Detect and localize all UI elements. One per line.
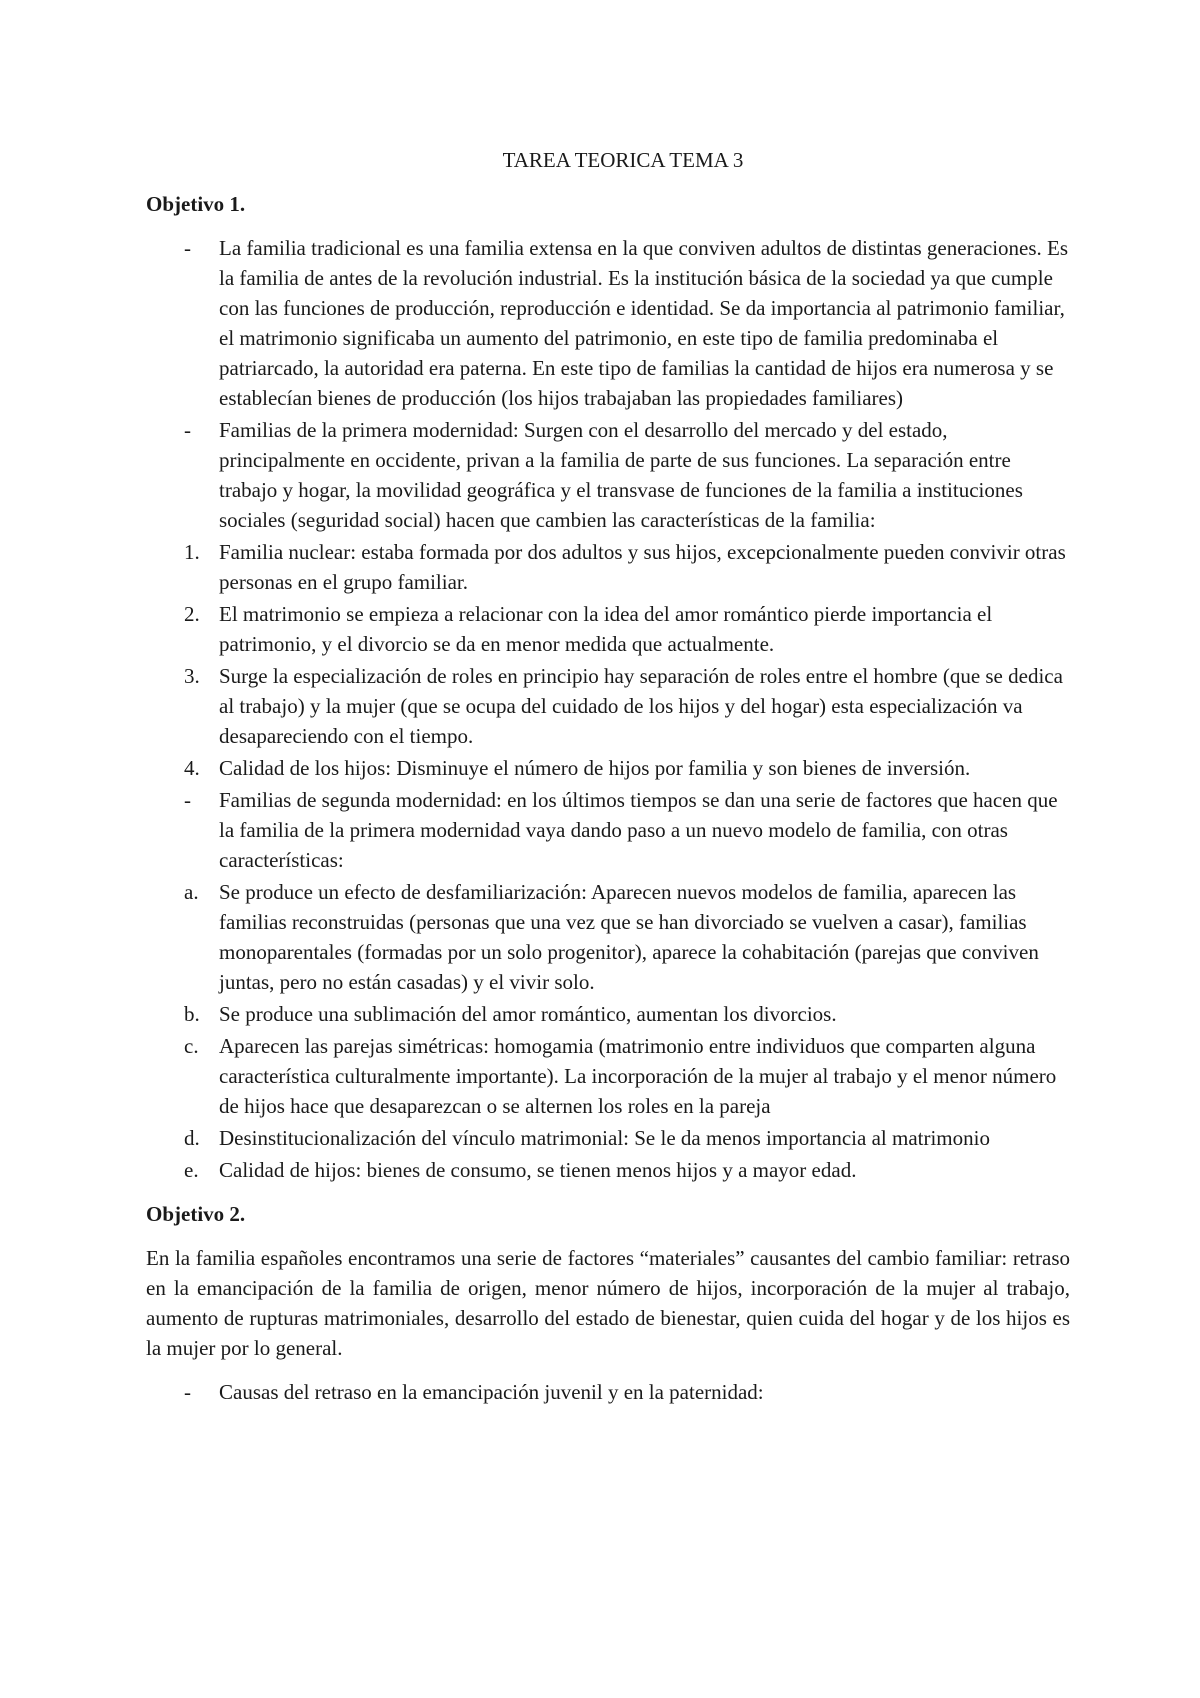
list-marker: 3.: [184, 664, 200, 688]
list-item: [146, 877, 1070, 997]
list-marker: c.: [184, 1034, 199, 1058]
list-item-text: El matrimonio se empieza a relacionar con la idea del amor romántico pierde importancia el patrimonio, y el divorcio se da en menor medida que actualmente.: [219, 602, 993, 656]
list-item: [146, 1155, 1070, 1185]
list-item: [146, 999, 1070, 1029]
list-item: [146, 233, 1070, 413]
list-marker: a.: [184, 880, 199, 904]
list-item: [146, 599, 1070, 659]
list-marker: 1.: [184, 540, 200, 564]
list-marker: b.: [184, 1002, 200, 1026]
list-marker: -: [184, 1380, 191, 1404]
list-item-text: Se produce un efecto de desfamiliarización: Aparecen nuevos modelos de familia, aparecen las familias reconstruidas (personas que una vez que se han divorciado se vuelven a casar), familias monoparentales (formadas por un solo progenitor), aparece la cohabitación (parejas que conviven juntas, pero no están casadas) y el vivir solo.: [219, 880, 1039, 994]
list-marker: -: [184, 236, 191, 260]
objetivo-2-paragraph: En la familia españoles encontramos una serie de factores “materiales” causantes del cambio familiar: retraso en la emancipación de la familia de origen, menor número de hijos, incorporación de la mujer al trabajo, aumento de rupturas matrimoniales, desarrollo del estado de bienestar, quien cuida del hogar y de los hijos es la mujer por lo general.: [146, 1246, 1070, 1360]
list-item: [146, 1123, 1070, 1153]
objetivo-2-heading: Objetivo 2.: [146, 1202, 246, 1226]
objetivo-1-heading: Objetivo 1.: [146, 192, 246, 216]
list-item-text: Calidad de los hijos: Disminuye el número de hijos por familia y son bienes de inversión.: [219, 756, 971, 780]
list-item-text: Causas del retraso en la emancipación juvenil y en la paternidad:: [219, 1380, 764, 1404]
list-marker: -: [184, 788, 191, 812]
list-item-text: La familia tradicional es una familia extensa en la que conviven adultos de distintas generaciones. Es la familia de antes de la revolución industrial. Es la institución básica de la sociedad ya que cumple con las funciones de producción, reproducción e identidad. Se da importancia al patrimonio familiar, el matrimonio significaba un aumento del patrimonio, en este tipo de familia predominaba el patriarcado, la autoridad era paterna. En este tipo de familias la cantidad de hijos era numerosa y se establecían bienes de producción (los hijos trabajaban las propiedades familiares): [219, 236, 1069, 410]
section-spacer: [146, 1187, 1070, 1199]
list-item: [146, 537, 1070, 597]
list-item-text: Familia nuclear: estaba formada por dos adultos y sus hijos, excepcionalmente pueden convivir otras personas en el grupo familiar.: [219, 540, 1066, 594]
list-item-text: Familias de la primera modernidad: Surgen con el desarrollo del mercado y del estado, principalmente en occidente, privan a la familia de parte de sus funciones. La separación entre trabajo y hogar, la movilidad geográfica y el transvase de funciones de la familia a instituciones sociales (seguridad social) hacen que cambien las características de la familia:: [219, 418, 1023, 532]
list-item: [146, 1377, 1070, 1407]
objetivo-1-list: [146, 233, 1070, 1185]
list-marker: -: [184, 418, 191, 442]
list-marker: e.: [184, 1158, 199, 1182]
list-item-text: Calidad de hijos: bienes de consumo, se tienen menos hijos y a mayor edad.: [219, 1158, 857, 1182]
list-item-text: Familias de segunda modernidad: en los últimos tiempos se dan una serie de factores que hacen que la familia de la primera modernidad vaya dando paso a un nuevo modelo de familia, con otras características:: [219, 788, 1058, 872]
document-title: TAREA TEORICA TEMA 3: [502, 148, 744, 172]
objetivo-2-list: [146, 1377, 1070, 1407]
list-item: [146, 785, 1070, 875]
list-item-text: Aparecen las parejas simétricas: homogamia (matrimonio entre individuos que comparten alguna característica culturalmente importante). La incorporación de la mujer al trabajo y el menor número de hijos hace que desaparezcan o se alternen los roles en la pareja: [219, 1034, 1057, 1118]
list-item-text: Se produce una sublimación del amor romántico, aumentan los divorcios.: [219, 1002, 837, 1026]
list-item: [146, 753, 1070, 783]
list-marker: d.: [184, 1126, 200, 1150]
list-item: [146, 415, 1070, 535]
list-marker: 4.: [184, 756, 200, 780]
list-item-text: Desinstitucionalización del vínculo matrimonial: Se le da menos importancia al matrimonio: [219, 1126, 990, 1150]
list-marker: 2.: [184, 602, 200, 626]
list-item: [146, 1031, 1070, 1121]
list-item-text: Surge la especialización de roles en principio hay separación de roles entre el hombre (que se dedica al trabajo) y la mujer (que se ocupa del cuidado de los hijos y del hogar) esta especialización va desapareciendo con el tiempo.: [219, 664, 1063, 748]
list-item: [146, 661, 1070, 751]
